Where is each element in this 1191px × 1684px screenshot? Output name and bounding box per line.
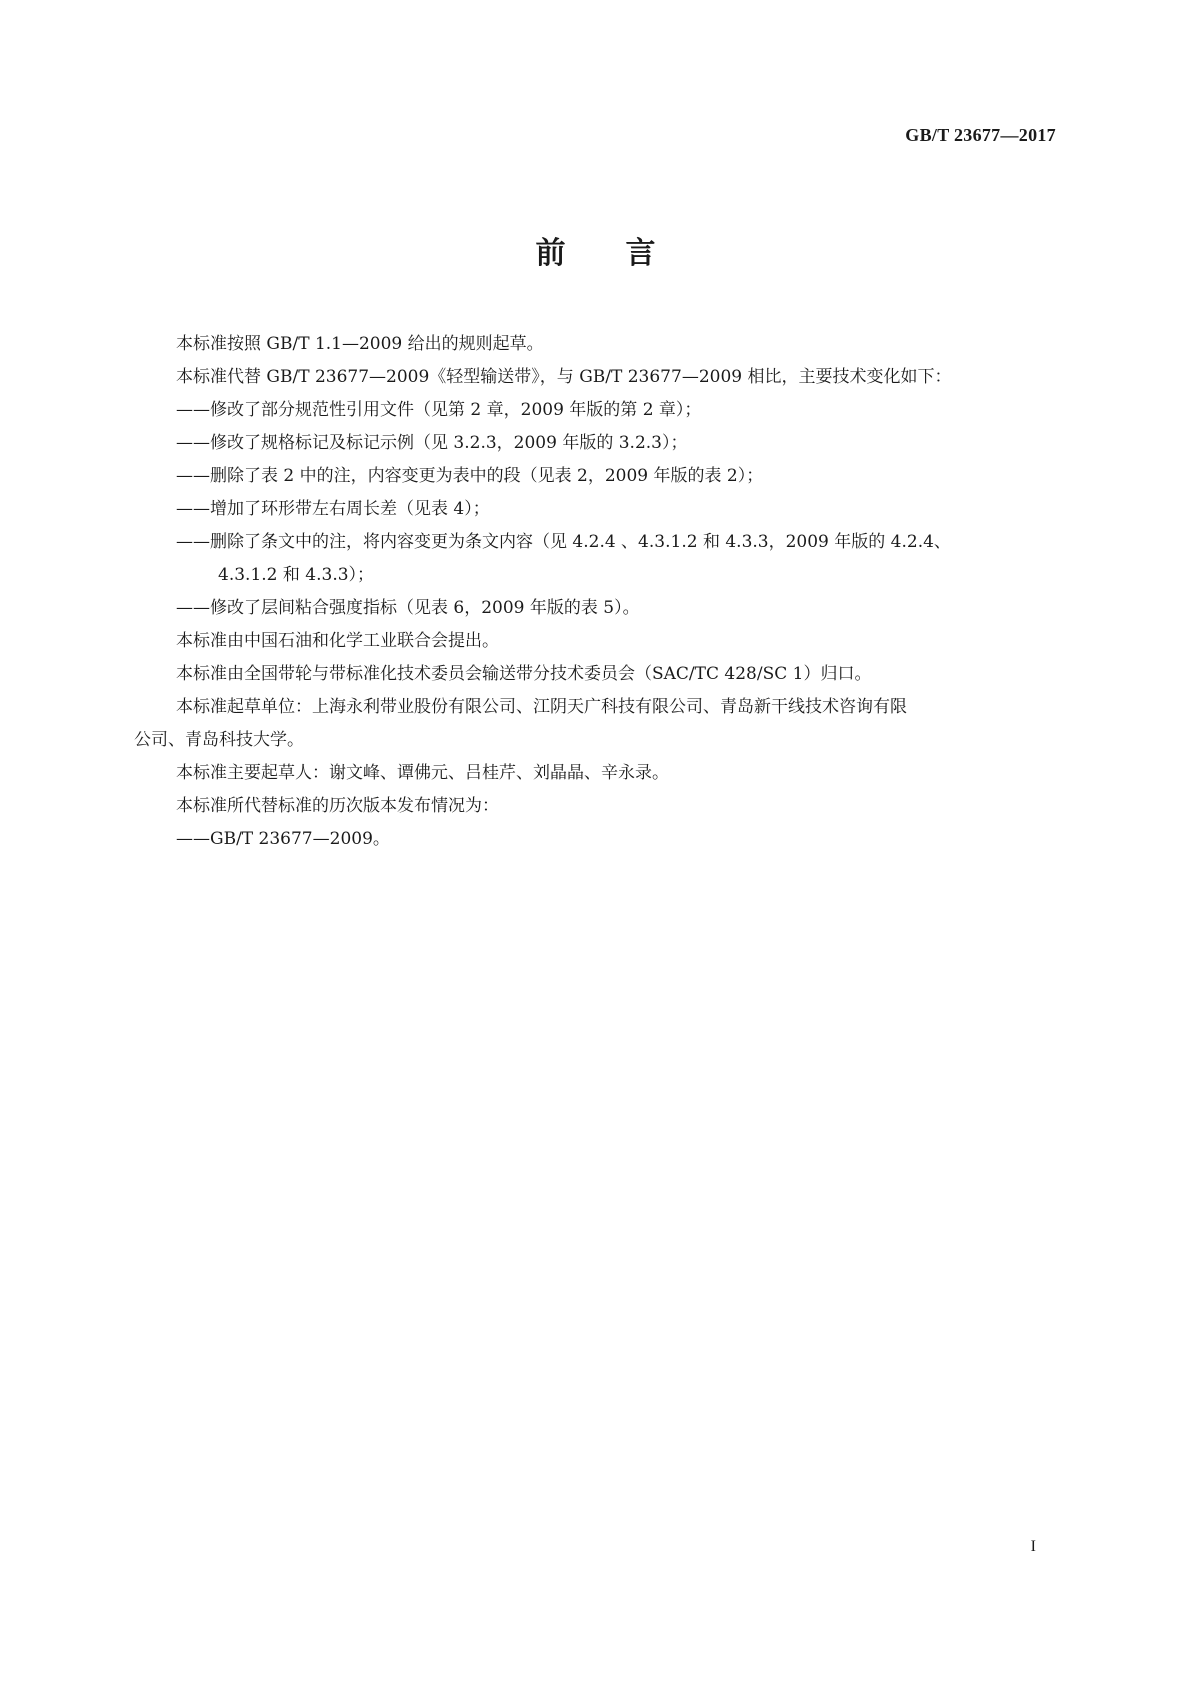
list-item-continuation: 4.3.1.2 和 4.3.3）； xyxy=(218,565,375,585)
paragraph-continuation: 公司、青岛科技大学。 xyxy=(134,730,304,750)
list-item: ——修改了规格标记及标记示例（见 3.2.3，2009 年版的 3.2.3）； xyxy=(176,433,688,453)
paragraph-line: 本标准起草单位：上海永利带业股份有限公司、江阴天广科技有限公司、青岛新干线技术咨询有限 xyxy=(176,697,907,717)
standard-code: GB/T 23677—2017 xyxy=(905,125,1056,145)
page-title: 前言 xyxy=(535,236,716,271)
paragraph-line: 本标准按照 GB/T 1.1—2009 给出的规则起草。 xyxy=(176,334,544,354)
body-text xyxy=(134,328,1058,856)
list-item: ——修改了部分规范性引用文件（见第 2 章，2009 年版的第 2 章）； xyxy=(176,400,702,420)
list-item: ——GB/T 23677—2009。 xyxy=(176,829,390,849)
paragraph-line: 本标准主要起草人：谢文峰、谭佛元、吕桂芹、刘晶晶、辛永录。 xyxy=(176,763,669,783)
paragraph-line: 本标准由全国带轮与带标准化技术委员会输送带分技术委员会（SAC/TC 428/SC 1）归口。 xyxy=(176,664,872,684)
list-item: ——删除了表 2 中的注，内容变更为表中的段（见表 2，2009 年版的表 2）； xyxy=(176,466,764,486)
paragraph-line: 本标准所代替标准的历次版本发布情况为： xyxy=(176,796,499,816)
list-item: ——修改了层间粘合强度指标（见表 6，2009 年版的表 5）。 xyxy=(176,598,640,618)
paragraph-line: 本标准代替 GB/T 23677—2009《轻型输送带》，与 GB/T 23677—2009 相比，主要技术变化如下： xyxy=(176,367,952,387)
list-item: ——增加了环形带左右周长差（见表 4）； xyxy=(176,499,490,519)
page-number: I xyxy=(1030,1538,1036,1555)
list-item: ——删除了条文中的注，将内容变更为条文内容（见 4.2.4 、4.3.1.2 和 4.3.3，2009 年版的 4.2.4、 xyxy=(176,532,951,552)
paragraph-line: 本标准由中国石油和化学工业联合会提出。 xyxy=(176,631,499,651)
